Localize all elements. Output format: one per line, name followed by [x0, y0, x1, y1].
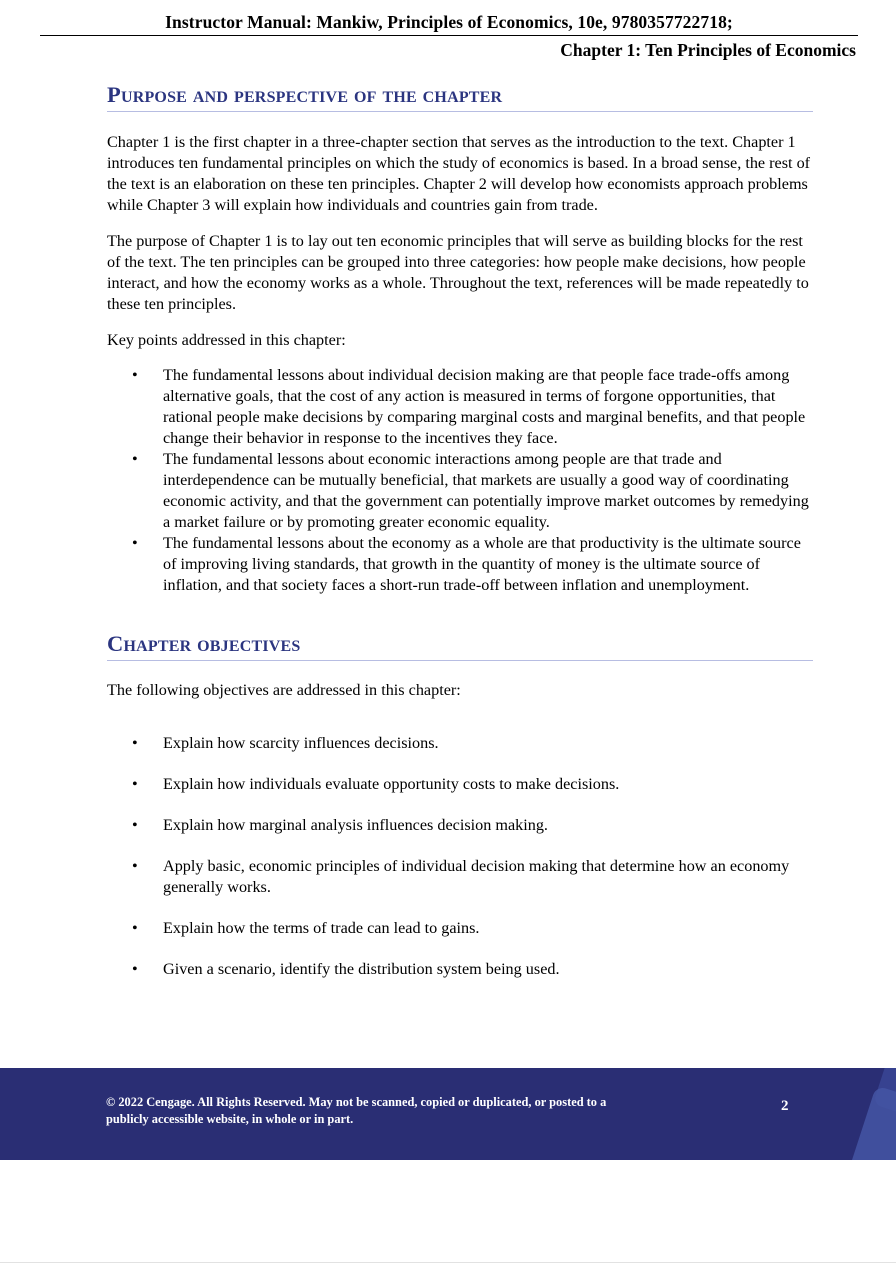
list-item — [107, 533, 813, 596]
paragraph-intro-2: The purpose of Chapter 1 is to lay out ten economic principles that will serve as building blocks for the rest of the text. The ten principles can be grouped into three categories: how people make decisions, how people interact, and how the economy works as a whole. Throughout the text, references will be made repeatedly to these ten principles. — [107, 232, 809, 313]
running-header — [40, 12, 858, 63]
section-heading-objectives: Chapter objectives — [107, 631, 813, 661]
list-item-text: Explain how marginal analysis influences decision making. — [163, 815, 548, 834]
spacer — [107, 715, 813, 733]
list-item-text: The fundamental lessons about the economy as a whole are that productivity is the ultimate source of improving living standards, that growth in the quantity of money is the ultimate source of inflation, and that society faces a short-run trade-off between inflation and unemployment. — [163, 533, 801, 594]
paragraph-objectives-lead: The following objectives are addressed in this chapter: — [107, 680, 461, 699]
bullet-icon: • — [132, 449, 138, 468]
list-item-text: Explain how scarcity influences decisions. — [163, 733, 439, 752]
section-heading-purpose: Purpose and perspective of the chapter — [107, 82, 813, 112]
list-item — [107, 856, 813, 898]
list-item-text: The fundamental lessons about individual decision making are that people face trade-offs among alternative goals, that the cost of any action is measured in terms of forgone opportunities, that rational people make decisions by comparing marginal costs and marginal benefits, and that people change their behavior in response to the incentives they face. — [163, 365, 806, 447]
page-number: 2 — [781, 1098, 789, 1114]
list-item-text: The fundamental lessons about economic interactions among people are that trade and interdependence can be mutually beneficial, that markets are usually a good way of coordinating economic activity, and that the government can potentially improve market outcomes by remedying a market failure or by promoting greater economic equality. — [163, 449, 809, 531]
bullet-icon: • — [132, 815, 138, 834]
list-item-text: Given a scenario, identify the distribution system being used. — [163, 959, 560, 978]
bullet-icon: • — [132, 856, 138, 875]
spacer — [107, 112, 813, 132]
list-item — [107, 918, 813, 939]
objectives-list — [107, 733, 813, 980]
copyright-notice: © 2022 Cengage. All Rights Reserved. May not be scanned, copied or duplicated, or posted to a publicly accessible website, in whole or in part. — [106, 1095, 607, 1126]
header-title-line: Instructor Manual: Mankiw, Principles of Economics, 10e, 9780357722718; — [165, 12, 733, 32]
section-purpose — [107, 82, 813, 112]
bullet-icon: • — [132, 774, 138, 793]
spacer — [107, 596, 813, 631]
key-points-list — [107, 365, 813, 596]
page-boundary-divider — [0, 1262, 896, 1263]
page-footer — [0, 1068, 896, 1160]
list-item-text: Explain how the terms of trade can lead to gains. — [163, 918, 480, 937]
list-item-text: Apply basic, economic principles of individual decision making that determine how an economy generally works. — [163, 856, 790, 896]
header-chapter-line: Chapter 1: Ten Principles of Economics — [560, 39, 856, 60]
list-item — [107, 365, 813, 449]
list-item — [107, 449, 813, 533]
paragraph-intro-1: Chapter 1 is the first chapter in a three-chapter section that serves as the introduction to the text. Chapter 1 introduces ten fundamental principles on which the study of economics is based. In a broad sense, the rest of the text is an elaboration on these ten principles. Chapter 2 will develop how economists approach problems while Chapter 3 will explain how individuals and countries gain from trade. — [107, 133, 811, 215]
list-item-text: Explain how individuals evaluate opportunity costs to make decisions. — [163, 774, 620, 793]
bullet-icon: • — [132, 533, 138, 552]
document-body — [107, 82, 813, 980]
bullet-icon: • — [132, 733, 138, 752]
list-item — [107, 959, 813, 980]
paragraph-key-points-lead: Key points addressed in this chapter: — [107, 330, 346, 349]
bullet-icon: • — [132, 365, 138, 384]
footer-decoration-shape — [847, 1085, 896, 1160]
list-item — [107, 733, 813, 754]
spacer — [107, 661, 813, 680]
bullet-icon: • — [132, 918, 138, 937]
bullet-icon: • — [132, 959, 138, 978]
section-objectives — [107, 631, 813, 661]
list-item — [107, 815, 813, 836]
list-item — [107, 774, 813, 795]
